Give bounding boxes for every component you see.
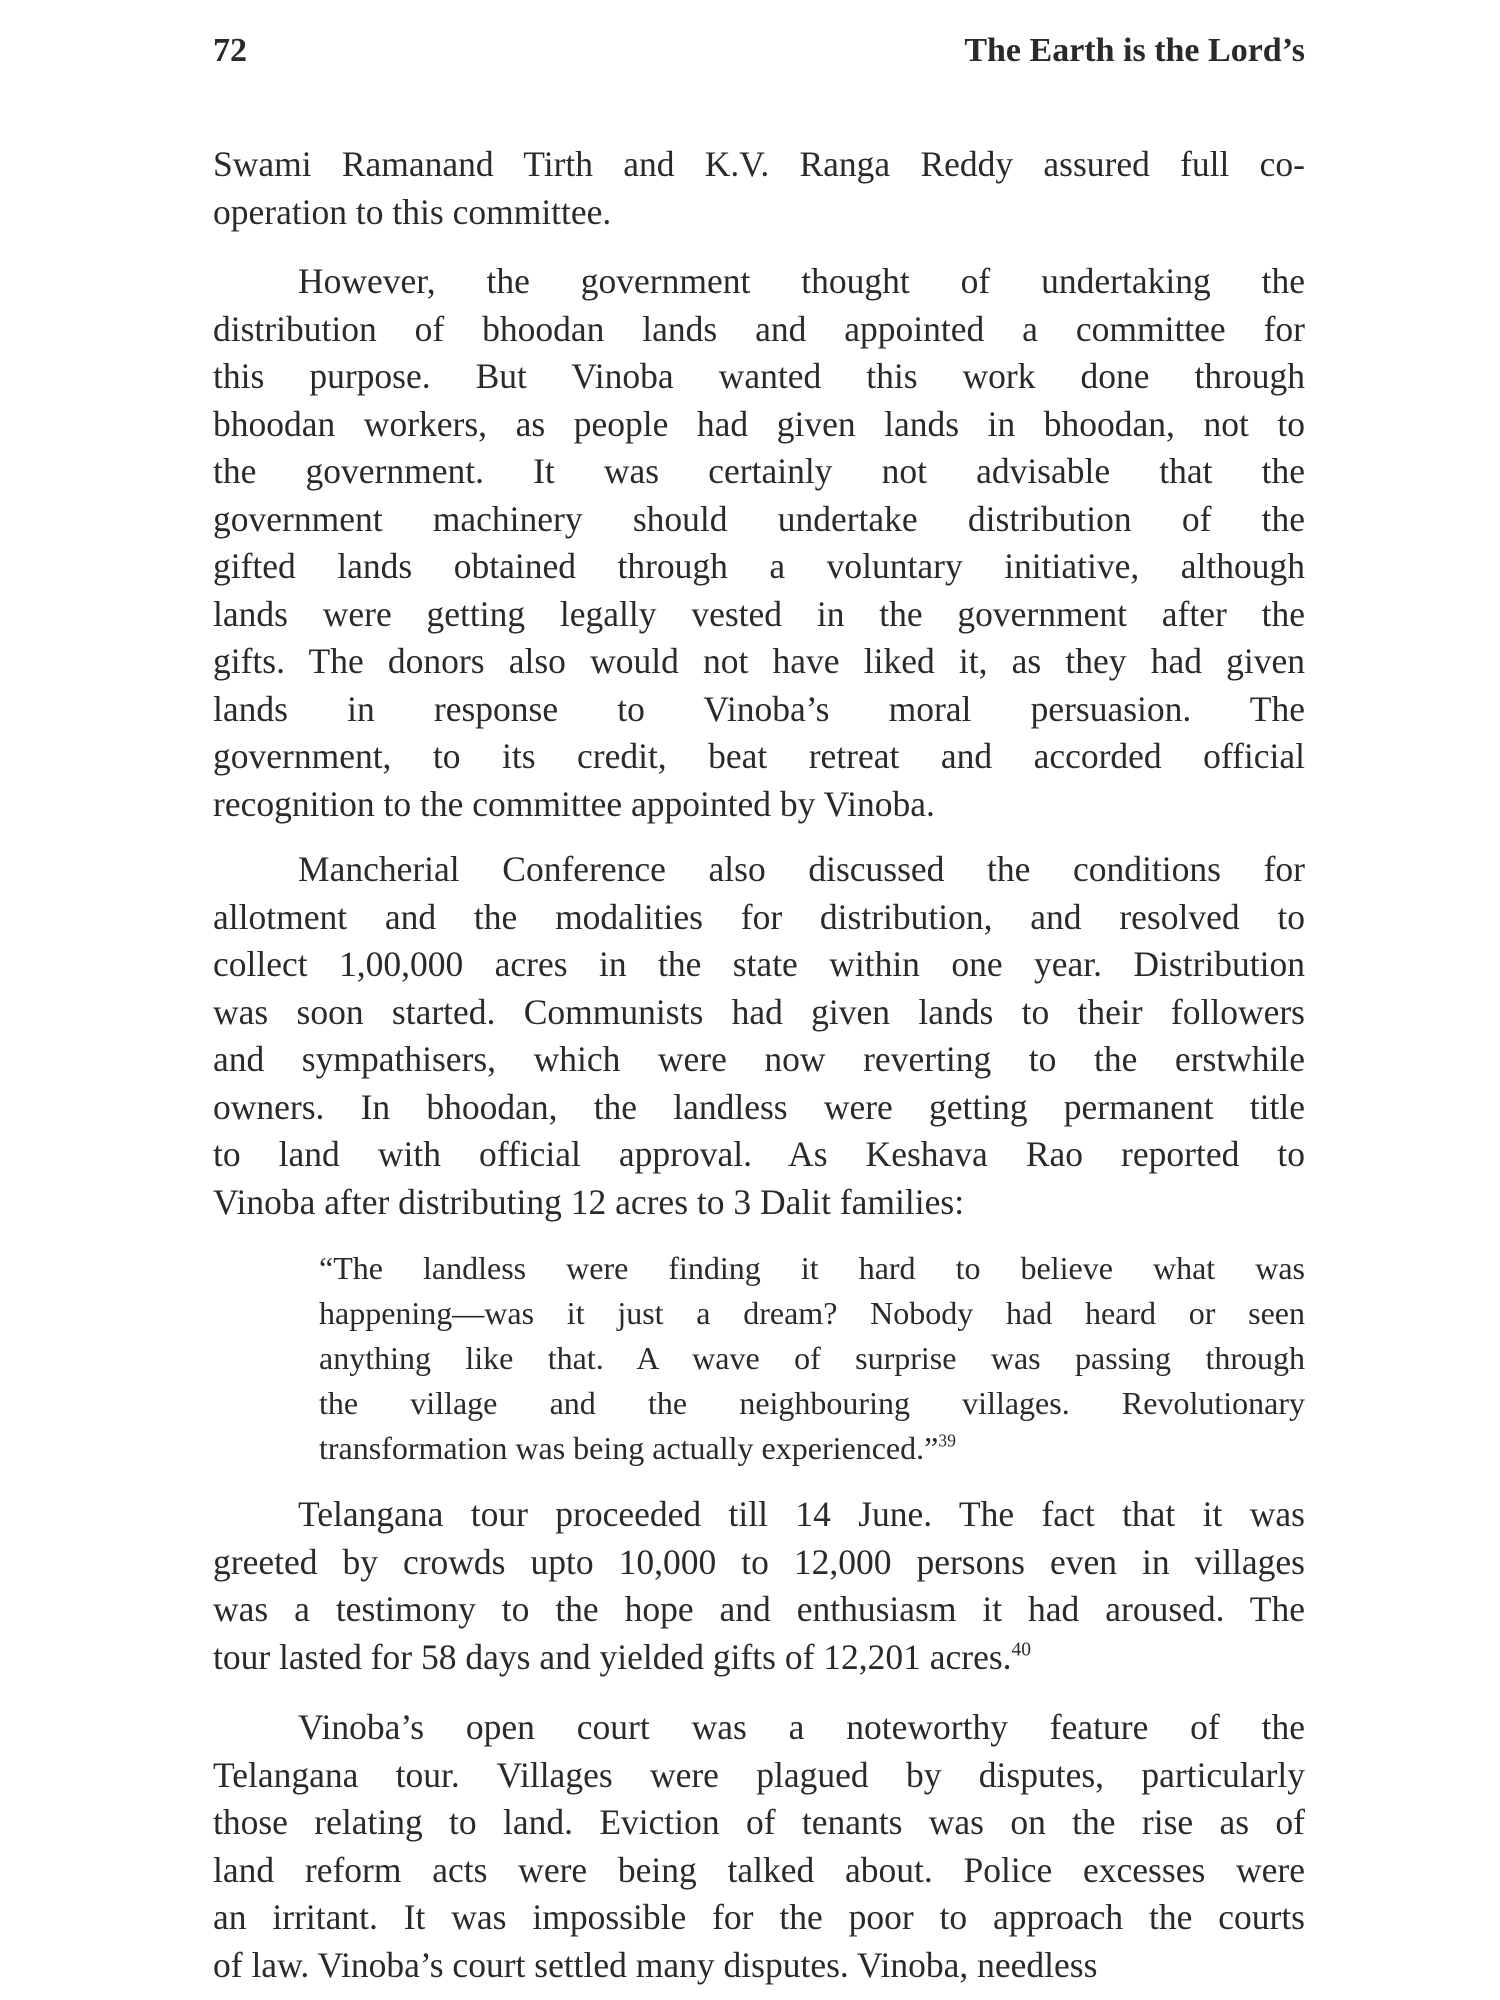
line-text: to land with official approval. As Keshava Rao reported to — [213, 1134, 1305, 1174]
line-text: Swami Ramanand Tirth and K.V. Ranga Reddy assured full co- — [213, 144, 1305, 184]
line-text: lands in response to Vinoba’s moral persuasion. The — [213, 688, 1305, 729]
line-text: “The landless were finding it hard to believe what was — [319, 1250, 1305, 1286]
line-text: happening—was it just a dream? Nobody had heard or seen — [319, 1295, 1305, 1331]
line-text: Vinoba’s open court was a noteworthy feature of the — [298, 1707, 1305, 1747]
paragraph-government-distribution — [213, 258, 1305, 828]
text-line — [213, 941, 1305, 989]
line-text: tour lasted for 58 days and yielded gifts of 12,201 acres. — [213, 1636, 1012, 1677]
text-line — [213, 846, 1305, 894]
footnote-marker: 39 — [938, 1430, 956, 1451]
text-line — [213, 1752, 1305, 1800]
line-text: those relating to land. Eviction of tenants was on the rise as of — [213, 1802, 1305, 1842]
text-line — [213, 591, 1305, 639]
line-text: government machinery should undertake distribution of the — [213, 498, 1305, 539]
page-number: 72 — [213, 32, 247, 69]
paragraph-continued — [213, 141, 1305, 236]
text-line — [213, 894, 1305, 942]
line-text: operation to this committee. — [213, 191, 612, 232]
text-line — [213, 258, 1305, 306]
text-line — [213, 1179, 1305, 1227]
text-line — [213, 496, 1305, 544]
line-text: lands were getting legally vested in the government after the — [213, 593, 1305, 634]
line-text: Telangana tour proceeded till 14 June. The fact that it was — [298, 1494, 1305, 1534]
text-line — [213, 353, 1305, 401]
text-line — [213, 686, 1305, 734]
line-text: the village and the neighbouring villages. Revolutionary — [319, 1385, 1305, 1421]
text-line — [213, 1799, 1305, 1847]
text-line — [213, 1131, 1305, 1179]
line-text: and sympathisers, which were now reverting to the erstwhile — [213, 1039, 1305, 1079]
text-line — [213, 1894, 1305, 1942]
text-line — [213, 781, 1305, 829]
text-line — [213, 1036, 1305, 1084]
text-line — [319, 1291, 1305, 1336]
running-title: The Earth is the Lord’s — [964, 32, 1305, 69]
line-text: was a testimony to the hope and enthusiasm it had aroused. The — [213, 1589, 1305, 1629]
line-text: Mancherial Conference also discussed the conditions for — [298, 849, 1305, 889]
line-text: However, the government thought of undertaking the — [298, 261, 1305, 301]
text-line — [213, 1084, 1305, 1132]
line-text: bhoodan workers, as people had given lands in bhoodan, not to — [213, 403, 1305, 444]
line-text: the government. It was certainly not advisable that the — [213, 451, 1305, 491]
line-text: an irritant. It was impossible for the poor to approach the courts — [213, 1897, 1305, 1937]
line-text: transformation was being actually experienced.” — [319, 1430, 939, 1466]
text-line — [213, 1634, 1305, 1682]
text-line — [213, 306, 1305, 354]
line-text: this purpose. But Vinoba wanted this work done through — [213, 356, 1305, 396]
text-line — [213, 141, 1305, 189]
line-text: allotment and the modalities for distribution, and resolved to — [213, 896, 1305, 937]
line-text: gifted lands obtained through a voluntary initiative, although — [213, 546, 1305, 586]
text-line — [213, 1586, 1305, 1634]
text-line — [213, 401, 1305, 449]
text-line — [213, 989, 1305, 1037]
line-text: anything like that. A wave of surprise was passing through — [319, 1340, 1305, 1376]
text-line — [213, 1847, 1305, 1895]
paragraph-mancherial-conference — [213, 846, 1305, 1226]
paragraph-telangana-tour — [213, 1491, 1305, 1681]
text-line — [319, 1381, 1305, 1426]
line-text: government, to its credit, beat retreat and accorded official — [213, 736, 1305, 776]
block-quote — [319, 1246, 1305, 1471]
line-text: distribution of bhoodan lands and appointed a committee for — [213, 308, 1305, 349]
line-text: land reform acts were being talked about. Police excesses were — [213, 1849, 1305, 1890]
text-line — [319, 1426, 1305, 1471]
text-line — [213, 1704, 1305, 1752]
text-line — [213, 1491, 1305, 1539]
text-line — [213, 448, 1305, 496]
line-text: collect 1,00,000 acres in the state within one year. Distribution — [213, 944, 1305, 984]
line-text: Vinoba after distributing 12 acres to 3 Dalit families: — [213, 1181, 965, 1222]
line-text: of law. Vinoba’s court settled many disputes. Vinoba, needless — [213, 1944, 1098, 1985]
text-line — [319, 1336, 1305, 1381]
text-line — [213, 1942, 1305, 1990]
footnote-marker: 40 — [1011, 1638, 1032, 1660]
text-line — [319, 1246, 1305, 1291]
text-line — [213, 189, 1305, 237]
line-text: greeted by crowds upto 10,000 to 12,000 persons even in villages — [213, 1541, 1305, 1582]
line-text: gifts. The donors also would not have liked it, as they had given — [213, 641, 1305, 681]
text-line — [213, 733, 1305, 781]
line-text: Telangana tour. Villages were plagued by disputes, particularly — [213, 1754, 1305, 1795]
text-line — [213, 543, 1305, 591]
line-text: owners. In bhoodan, the landless were getting permanent title — [213, 1086, 1305, 1127]
text-line — [213, 638, 1305, 686]
line-text: was soon started. Communists had given lands to their followers — [213, 991, 1305, 1032]
line-text: recognition to the committee appointed by Vinoba. — [213, 783, 935, 824]
text-line — [213, 1539, 1305, 1587]
paragraph-open-court — [213, 1704, 1305, 1989]
